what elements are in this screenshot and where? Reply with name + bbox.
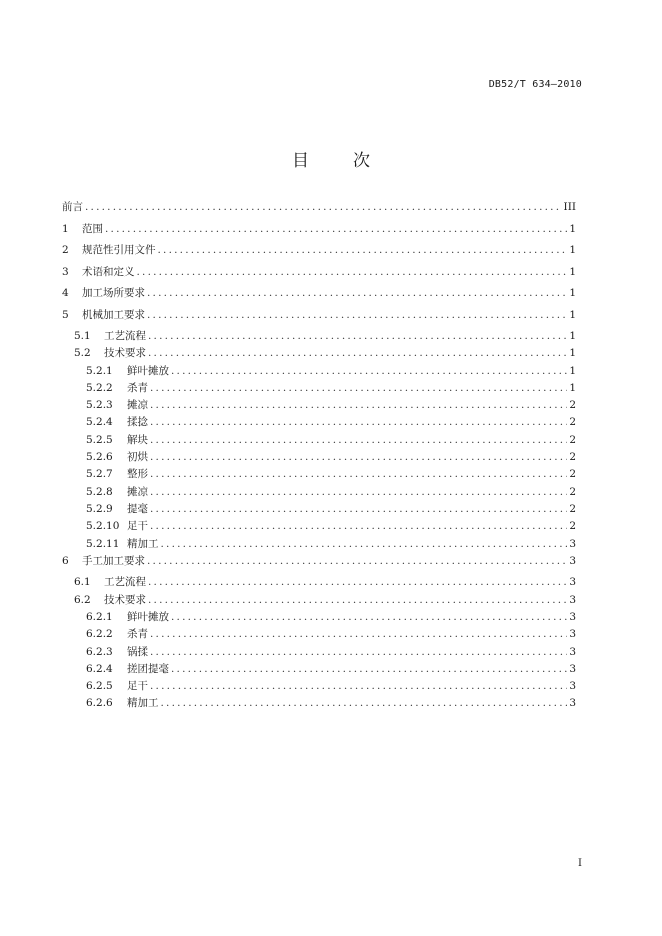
toc-entry-number: 5.2.1 [86, 364, 113, 377]
toc-entry-page: 3 [569, 662, 576, 675]
toc-entry-label: 技术要求 [104, 347, 146, 360]
toc-dot-leader [148, 594, 567, 606]
toc-entry-number: 6.2 [74, 593, 91, 606]
toc-entry-number: 6.2.6 [86, 697, 113, 710]
toc-entry[interactable] [62, 199, 576, 221]
toc-entry-page: 3 [569, 576, 576, 589]
toc-entry[interactable] [62, 678, 576, 695]
toc-entry[interactable] [62, 242, 576, 264]
toc-entry-number: 6.2.1 [86, 610, 113, 623]
toc-entry-number: 5.2.9 [86, 502, 113, 515]
toc-entry[interactable] [62, 285, 576, 307]
toc-title-char-2: 次 [353, 151, 370, 171]
toc-entry-number: 6.1 [74, 576, 91, 589]
toc-entry-label: 解块 [127, 433, 148, 446]
toc-entry-label: 摊凉 [127, 485, 148, 498]
toc-entry[interactable] [62, 574, 576, 591]
toc-dot-leader [171, 365, 567, 377]
toc-entry-number: 6.2.2 [86, 628, 113, 641]
toc-dot-leader [161, 538, 568, 550]
toc-entry-number: 5.2 [74, 347, 91, 360]
toc-entry-page: 1 [569, 347, 576, 360]
toc-entry-page: 1 [569, 244, 576, 256]
toc-entry-label: 精加工 [127, 537, 159, 550]
toc-entry-page: 3 [569, 628, 576, 641]
toc-entry[interactable] [62, 553, 576, 575]
toc-entry-label: 揉捻 [127, 416, 148, 429]
toc-dot-leader [150, 628, 567, 640]
toc-dot-leader [147, 309, 567, 321]
toc-dot-leader [161, 697, 568, 709]
toc-dot-leader [150, 399, 567, 411]
toc-dot-leader [150, 451, 567, 463]
toc-entry[interactable] [62, 501, 576, 518]
toc-entry[interactable] [62, 432, 576, 449]
toc-entry-number: 2 [62, 244, 69, 256]
toc-dot-leader [148, 347, 567, 359]
toc-entry[interactable] [62, 592, 576, 609]
toc-entry-page: 2 [569, 451, 576, 464]
toc-entry-number: 5.2.11 [86, 537, 120, 550]
toc-dot-leader [105, 223, 567, 235]
toc-entry-page: 2 [569, 399, 576, 412]
toc-entry[interactable] [62, 345, 576, 362]
toc-entry[interactable] [62, 626, 576, 643]
toc-dot-leader [150, 382, 567, 394]
toc-entry[interactable] [62, 484, 576, 501]
toc-entry[interactable] [62, 363, 576, 380]
toc-dot-leader [150, 520, 567, 532]
page-number: I [578, 858, 582, 869]
toc-dot-leader [148, 576, 567, 588]
toc-entry-number: 5.1 [74, 330, 91, 342]
toc-entry-label: 加工场所要求 [82, 287, 145, 299]
toc-entry-label: 初烘 [127, 451, 148, 464]
toc-entry-label: 鲜叶摊放 [127, 610, 169, 623]
toc-dot-leader [150, 416, 567, 428]
toc-title [0, 146, 662, 171]
toc-entry-page: 1 [569, 364, 576, 377]
toc-entry-label: 精加工 [127, 697, 159, 710]
toc-dot-leader [147, 555, 567, 567]
toc-entry-label: 摊凉 [127, 399, 148, 412]
toc-entry-number: 6.2.5 [86, 680, 113, 693]
toc-entry-label: 提毫 [127, 502, 148, 515]
toc-title-char-1: 目 [292, 151, 309, 171]
toc-dot-leader [171, 663, 567, 675]
toc-entry[interactable] [62, 661, 576, 678]
toc-entry-page: III [563, 201, 576, 213]
toc-entry-label: 锅揉 [127, 645, 148, 658]
toc-entry-page: 2 [569, 416, 576, 429]
toc-entry-number: 5.2.8 [86, 485, 113, 498]
toc-dot-leader [171, 611, 567, 623]
toc-dot-leader [148, 330, 567, 342]
toc-entry-page: 3 [569, 554, 576, 567]
toc-entry[interactable] [62, 328, 576, 345]
toc-entry-label: 足干 [127, 520, 148, 533]
toc-entry-label: 足干 [127, 680, 148, 693]
toc-entry-page: 2 [569, 502, 576, 515]
toc-entry-label: 搓团提毫 [127, 662, 169, 675]
toc-entry[interactable] [62, 609, 576, 626]
toc-entry-label: 范围 [82, 222, 103, 235]
toc-entry-number: 5.2.2 [86, 381, 113, 394]
toc-entry-page: 3 [569, 697, 576, 710]
toc-entry-number: 6.2.3 [86, 645, 113, 658]
toc-entry[interactable] [62, 536, 576, 553]
toc-entry-number: 5.2.6 [86, 451, 113, 464]
toc-entry-page: 3 [569, 645, 576, 658]
toc-entry-label: 规范性引用文件 [82, 244, 156, 256]
toc-entry-label: 杀青 [127, 381, 148, 394]
toc-entry-page: 1 [569, 308, 576, 321]
toc-entry[interactable] [62, 397, 576, 414]
toc-dot-leader [147, 287, 567, 299]
toc-entry-number: 5.2.10 [86, 520, 120, 533]
toc-entry-page: 2 [569, 520, 576, 533]
standard-code: DB52/T 634—2010 [488, 79, 582, 90]
toc-entry-page: 1 [569, 330, 576, 342]
toc-dot-leader [137, 266, 568, 278]
toc-entry-number: 6.2.4 [86, 662, 113, 675]
toc-dot-leader [150, 486, 567, 498]
toc-entry-label: 鲜叶摊放 [127, 364, 169, 377]
toc-entry[interactable] [62, 307, 576, 329]
toc-entry-number: 5.2.3 [86, 399, 113, 412]
toc-entry[interactable] [62, 449, 576, 466]
toc-entry-label: 前言 [62, 201, 83, 213]
toc-entry-page: 3 [569, 537, 576, 550]
toc-entry-page: 3 [569, 680, 576, 693]
toc-entry-page: 2 [569, 433, 576, 446]
toc-entry-page: 2 [569, 468, 576, 481]
toc-entry-label: 技术要求 [104, 593, 146, 606]
toc-entry-page: 3 [569, 610, 576, 623]
toc-entry[interactable] [62, 518, 576, 535]
toc-dot-leader [85, 201, 562, 213]
toc-entry[interactable] [62, 264, 576, 286]
toc-dot-leader [150, 434, 567, 446]
toc-dot-leader [150, 680, 567, 692]
toc-dot-leader [150, 646, 567, 658]
toc-entry-label: 术语和定义 [82, 265, 135, 278]
toc-entry-label: 工艺流程 [104, 576, 146, 589]
toc-entry-label: 整形 [127, 468, 148, 481]
toc-entry[interactable] [62, 644, 576, 661]
toc-entry-page: 1 [569, 381, 576, 394]
toc-entry-number: 4 [62, 287, 69, 299]
toc-dot-leader [158, 244, 568, 256]
toc-entry[interactable] [62, 695, 576, 712]
table-of-contents [62, 199, 576, 713]
toc-entry-label: 工艺流程 [104, 330, 146, 342]
toc-entry-page: 1 [569, 265, 576, 278]
toc-entry-number: 5.2.5 [86, 433, 113, 446]
toc-dot-leader [150, 468, 567, 480]
toc-entry[interactable] [62, 221, 576, 243]
toc-entry-number: 1 [62, 222, 69, 235]
toc-entry-label: 机械加工要求 [82, 308, 145, 321]
toc-dot-leader [150, 503, 567, 515]
toc-entry-number: 5 [62, 308, 69, 321]
toc-entry-page: 3 [569, 593, 576, 606]
toc-entry-label: 手工加工要求 [82, 554, 145, 567]
toc-entry-page: 1 [569, 222, 576, 235]
toc-entry[interactable] [62, 380, 576, 397]
toc-entry-number: 5.2.7 [86, 468, 113, 481]
toc-entry[interactable] [62, 414, 576, 431]
toc-entry-number: 5.2.4 [86, 416, 113, 429]
toc-entry[interactable] [62, 466, 576, 483]
toc-entry-page: 1 [569, 287, 576, 299]
toc-entry-number: 6 [62, 554, 69, 567]
toc-entry-number: 3 [62, 265, 69, 278]
toc-entry-page: 2 [569, 485, 576, 498]
toc-entry-label: 杀青 [127, 628, 148, 641]
